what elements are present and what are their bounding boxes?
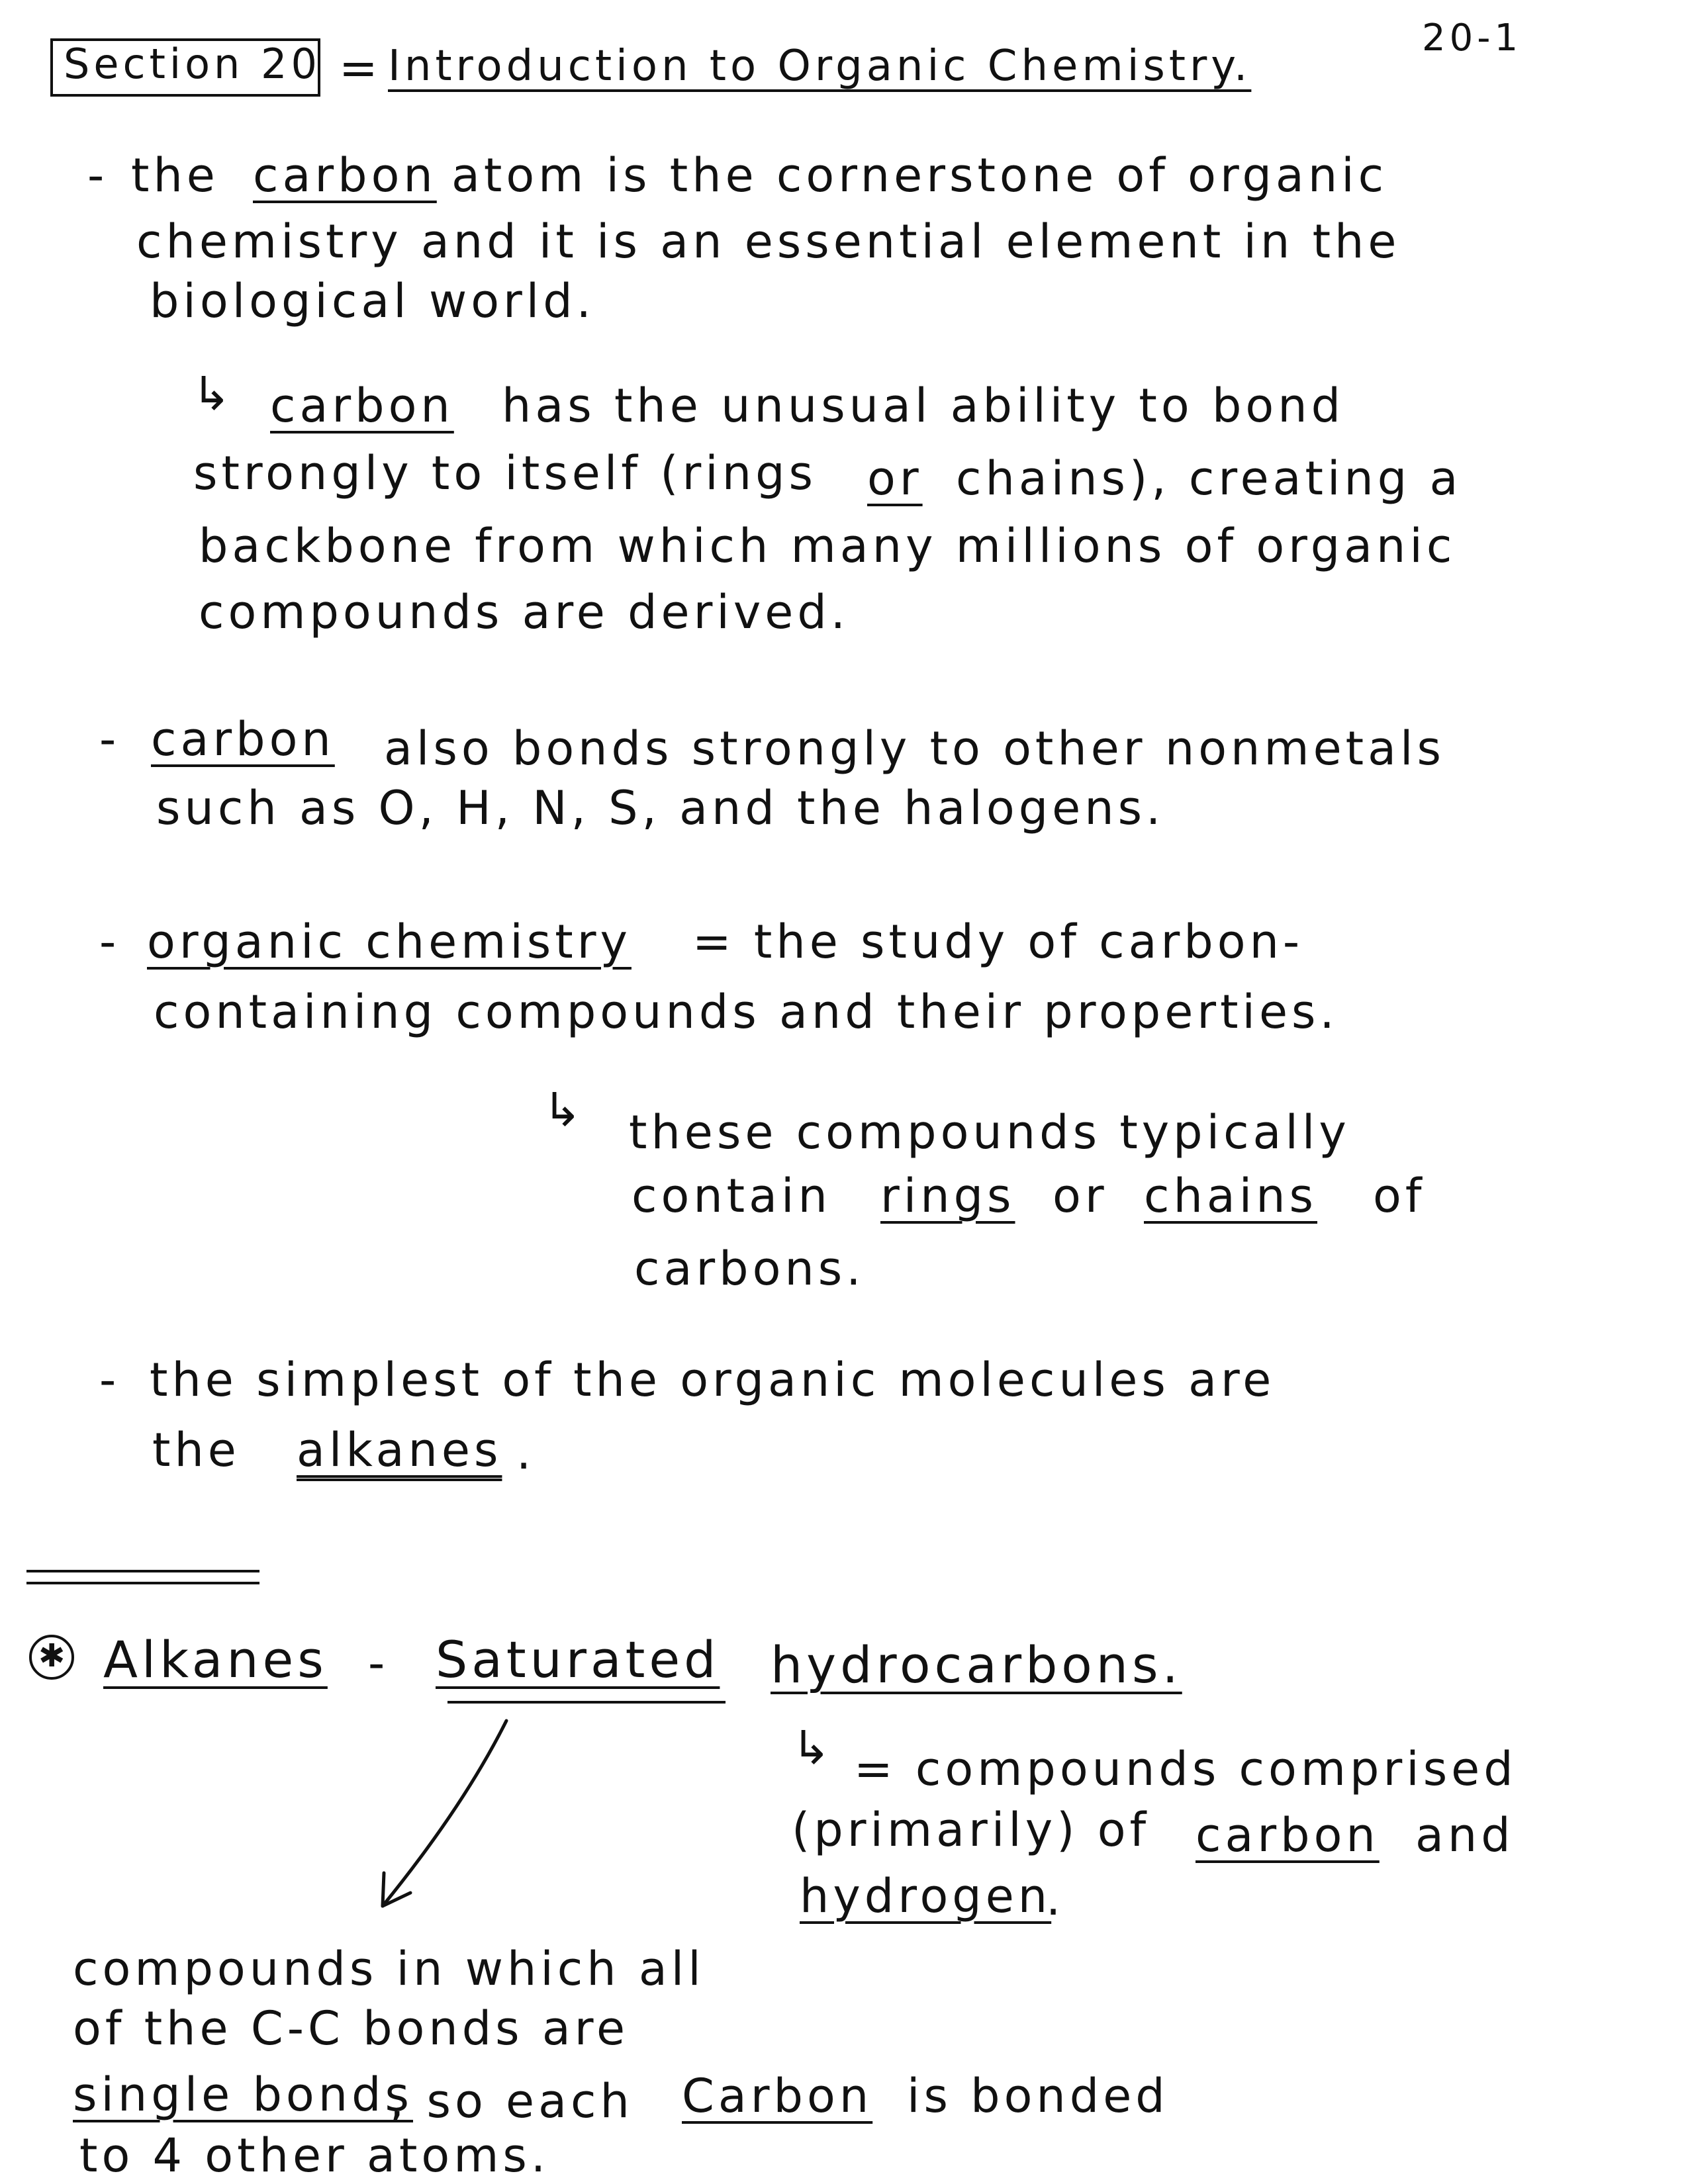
hydrocarbon-def-carbon: carbon	[1196, 1808, 1380, 1862]
saturated-def-line2: of the C-C bonds are	[73, 2001, 630, 2056]
block1-sub-arrow: ↳	[192, 367, 235, 421]
block3-dash: -	[99, 915, 120, 969]
block1-sub-line1: has the unusual ability to bond	[502, 379, 1345, 433]
block1-sub-line2-or: or	[867, 451, 923, 506]
section-label: Section 20	[64, 40, 321, 88]
block2-carbon: carbon	[151, 712, 335, 766]
saturated-def-carbon: Carbon	[682, 2069, 873, 2123]
block2-dash: -	[99, 712, 120, 766]
block3-sub-line1: these compounds typically	[629, 1105, 1350, 1160]
saturated-heading: Saturated	[436, 1630, 720, 1689]
block3-sub-rings: rings	[880, 1169, 1015, 1223]
hydrocarbon-def-arrow: ↳	[792, 1721, 835, 1775]
block1-sub-line3: backbone from which many millions of organic	[199, 519, 1456, 573]
asterisk-bullet-glyph: ✱	[38, 1637, 66, 1674]
block1-line3: biological world.	[150, 274, 595, 328]
block3-sub-chains: chains	[1144, 1169, 1318, 1223]
block2-line1: also bonds strongly to other nonmetals	[384, 721, 1445, 776]
saturated-def-line1: compounds in which all	[73, 1942, 705, 1996]
saturated-def-line4: to 4 other atoms.	[79, 2128, 550, 2183]
alkanes-heading-dash: -	[368, 1636, 389, 1690]
block1-sub-line2-c: chains), creating a	[956, 451, 1462, 506]
block1-sub-line2-a: strongly to itself (rings	[193, 446, 818, 500]
saturated-arrow-line	[383, 1721, 506, 1906]
hydrocarbon-def-and: and	[1415, 1808, 1515, 1862]
page-number: 20-1	[1422, 17, 1523, 60]
block3-sub-line2-a: contain	[632, 1169, 831, 1223]
block3-sub-line3: carbons.	[634, 1242, 865, 1296]
block1-sub-line4: compounds are derived.	[199, 585, 850, 639]
saturated-def-single-bonds: single bonds	[73, 2068, 414, 2122]
page-title: Introduction to Organic Chemistry.	[388, 42, 1252, 91]
block4-line1: the simplest of the organic molecules are	[150, 1353, 1276, 1407]
block2-line2: such as O, H, N, S, and the halogens.	[156, 781, 1165, 835]
block3-line1: = the study of carbon-	[692, 915, 1304, 969]
block1-line1-carbon: carbon	[253, 148, 437, 203]
block4-alkanes: alkanes	[297, 1423, 502, 1477]
hydrocarbon-def-line2-a: (primarily) of	[792, 1803, 1150, 1857]
block3-line2: containing compounds and their properties.	[154, 985, 1338, 1039]
block3-organic-chemistry: organic chemistry	[147, 915, 632, 969]
hydrocarbons-heading: hydrocarbons.	[771, 1635, 1182, 1694]
block1-line2: chemistry and it is an essential element in the	[136, 214, 1401, 269]
block1-dash: -	[87, 148, 109, 203]
header-equals: =	[339, 41, 382, 95]
block4-period: .	[516, 1426, 536, 1480]
block1-line1-c: atom is the cornerstone of organic	[451, 148, 1388, 203]
block3-sub-line2-or: or	[1053, 1169, 1108, 1223]
hydrocarbon-def-period: .	[1046, 1872, 1065, 1926]
hydrocarbon-def-hydrogen: hydrogen	[800, 1869, 1052, 1923]
alkanes-heading: Alkanes	[103, 1630, 328, 1689]
hydrocarbon-def-line1: = compounds comprised	[854, 1742, 1517, 1796]
saturated-def-line3-b: , so each	[389, 2074, 633, 2128]
block4-dash: -	[99, 1353, 120, 1407]
saturated-def-line3-d: is bonded	[907, 2069, 1169, 2123]
block1-sub-carbon: carbon	[270, 379, 454, 433]
block4-line2-a: the	[152, 1423, 240, 1477]
block1-line1-a: the	[131, 148, 219, 203]
block3-sub-line2-of: of	[1373, 1169, 1426, 1223]
block3-sub-arrow: ↳	[543, 1083, 586, 1137]
